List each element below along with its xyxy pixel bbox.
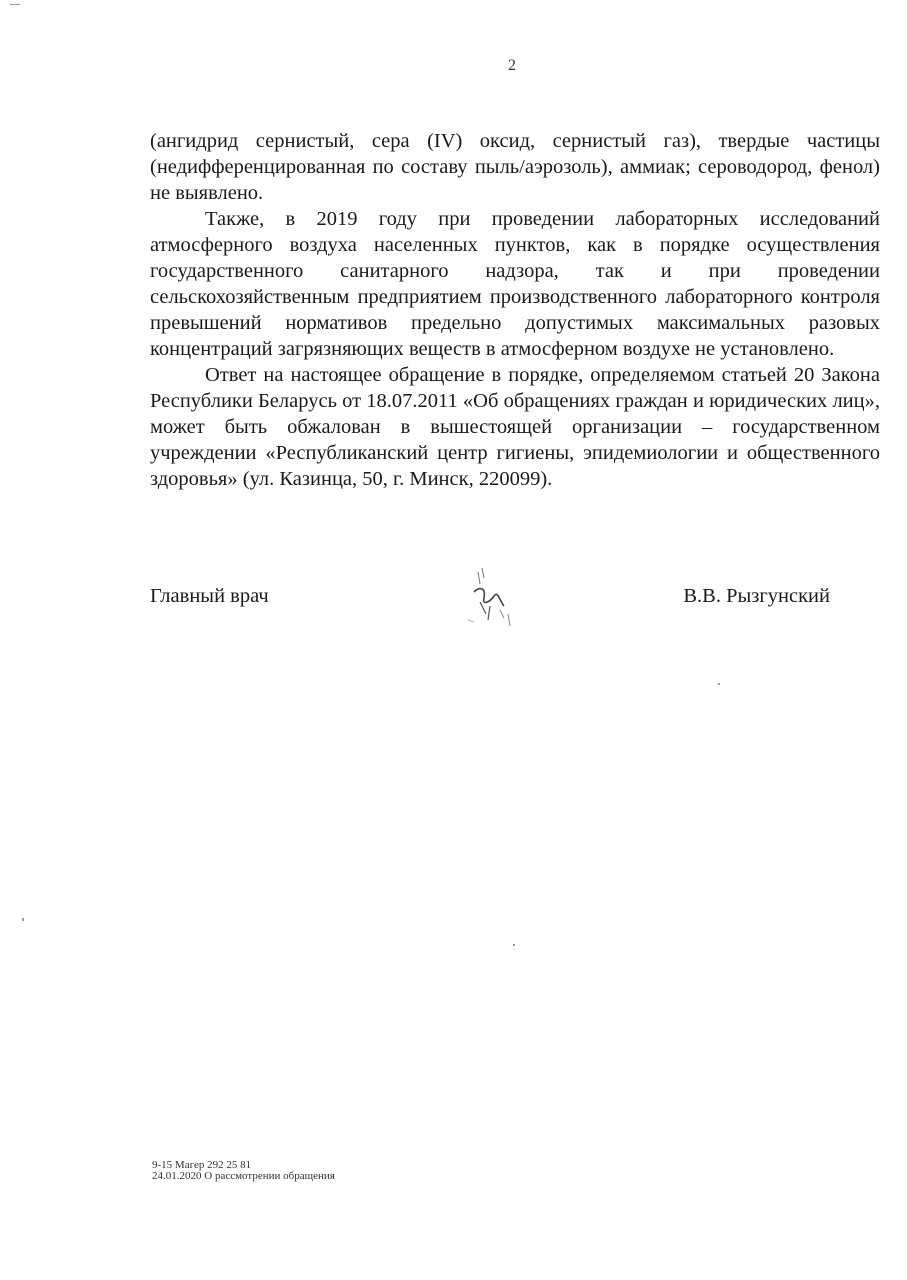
scan-artifact — [513, 944, 515, 946]
paragraph-lab-studies: Также, в 2019 году при проведении лабораторных исследований атмосферного воздуха населенных пунктов, как в порядке осуществления государственного санитарного надзора, так и при проведении сельскохозяйственным предприятием производственного лабораторного контроля превышений нормативов предельно допустимых максимальных разовых концентраций загрязняющих веществ в атмосферном воздухе не установлено. — [150, 208, 880, 360]
paragraph-appeal-info: Ответ на настоящее обращение в порядке, определяемом статьей 20 Закона Республики Беларусь от 18.07.2011 «Об обращениях граждан и юридических лиц», может быть обжалован в вышестоящей организации – государственном учреждении «Республиканский центр гигиены, эпидемиологии и общественного здоровья» (ул. Казинца, 50, г. Минск, 220099). — [150, 364, 880, 490]
signatory-name: В.В. Рызгунский — [683, 585, 830, 607]
scan-artifact — [718, 683, 720, 685]
scan-artifact — [22, 918, 24, 921]
page-number: 2 — [508, 57, 516, 74]
paragraph-continuation: (ангидрид сернистый, сера (IV) оксид, сернистый газ), твердые частицы (недифференцированная по составу пыль/аэрозоль), аммиак; сероводород, фенол) не выявлено. — [150, 130, 880, 204]
scan-artifact — [10, 4, 20, 5]
executor-contact: 9-15 Магер 292 25 81 — [152, 1159, 252, 1171]
signatory-position: Главный врач — [150, 585, 269, 607]
letter-body — [150, 128, 880, 492]
handwritten-signature — [460, 562, 524, 632]
document-reference: 24.01.2020 О рассмотрении обращения — [152, 1170, 335, 1182]
executor-footer — [152, 1160, 335, 1182]
